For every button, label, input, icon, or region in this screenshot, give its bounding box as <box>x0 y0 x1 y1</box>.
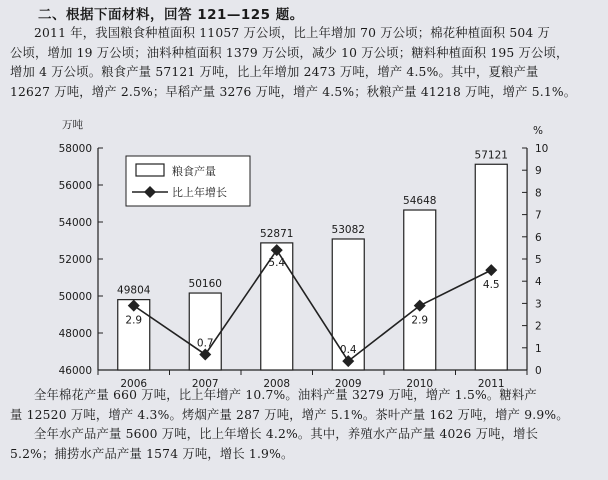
left-tick-label: 52000 <box>58 254 92 266</box>
bar-value-label: 52871 <box>260 227 294 240</box>
right-tick-label: 3 <box>535 298 542 311</box>
text-line: 增加 4 万公顷。粮食产量 57121 万吨，比上年增加 2473 万吨，增产 4.5%。其中，夏粮产量 <box>10 65 539 79</box>
paragraph-intro <box>10 24 602 102</box>
left-tick-label: 54000 <box>58 217 92 229</box>
x-tick-label: 2011 <box>477 378 505 390</box>
growth-value-label: 2.9 <box>125 314 143 327</box>
legend-bar-swatch <box>136 164 164 176</box>
left-tick-label: 58000 <box>58 143 92 155</box>
left-tick-label: 56000 <box>58 180 92 192</box>
x-tick-label: 2008 <box>263 378 291 390</box>
growth-line <box>134 250 492 361</box>
x-tick-label: 2006 <box>120 378 148 390</box>
x-tick-label: 2009 <box>334 378 362 390</box>
text-line: 量 12520 万吨，增产 4.3%。烤烟产量 287 万吨，增产 5.1%。茶叶产量 162 万吨，增产 9.9%。 <box>10 407 569 422</box>
left-tick-label: 48000 <box>58 328 92 340</box>
left-tick-label: 50000 <box>58 291 92 303</box>
right-tick-label: 0 <box>535 365 542 377</box>
growth-value-label: 0.7 <box>196 337 214 350</box>
bar-value-label: 57121 <box>474 149 508 162</box>
growth-value-label: 0.4 <box>339 344 357 357</box>
left-tick-label: 46000 <box>58 365 92 377</box>
grain-output-chart <box>0 112 608 390</box>
text-line: 5.2%；捕捞水产品产量 1574 万吨，增长 1.9%。 <box>10 446 294 461</box>
bar-value-label: 49804 <box>117 284 151 297</box>
growth-value-label: 5.4 <box>268 257 286 270</box>
right-tick-label: 7 <box>535 209 542 222</box>
text-line: 全年棉花产量 660 万吨，比上年增产 10.7%。油料产量 3279 万吨，增产 1.5%。糖料产 <box>34 388 537 402</box>
right-tick-label: 5 <box>535 254 542 266</box>
right-tick-label: 8 <box>535 187 542 200</box>
bar-value-label: 50160 <box>188 278 222 291</box>
right-tick-label: 9 <box>535 165 542 178</box>
legend-label-line: 比上年增长 <box>172 186 227 199</box>
x-tick-label: 2007 <box>191 378 219 390</box>
growth-value-label: 4.5 <box>482 279 500 292</box>
bar-grain-output <box>404 210 436 370</box>
text-line: 2011 年，我国粮食种植面积 11057 万公顷，比上年增加 70 万公顷；棉花种植面积 504 万 <box>34 26 551 40</box>
legend-label-bar: 粮食产量 <box>172 165 216 178</box>
text-line: 12627 万吨，增产 2.5%；早稻产量 3276 万吨，增产 4.5%；秋粮产量 41218 万吨，增产 5.1%。 <box>10 84 577 99</box>
section-heading: 二、根据下面材料，回答 121—125 题。 <box>38 7 304 23</box>
right-axis-unit: % <box>533 125 543 137</box>
text-line: 全年水产品产量 5600 万吨，比上年增长 4.2%。其中，养殖水产品产量 4026 万吨，增长 <box>34 427 539 441</box>
right-tick-label: 1 <box>535 342 542 355</box>
paragraph-crops <box>10 386 602 464</box>
right-tick-label: 4 <box>535 276 542 289</box>
left-axis-unit: 万吨 <box>62 119 83 131</box>
bar-value-label: 53082 <box>331 223 365 236</box>
growth-value-label: 2.9 <box>411 314 429 327</box>
x-tick-label: 2010 <box>406 378 434 390</box>
right-tick-label: 6 <box>535 231 542 244</box>
right-tick-label: 2 <box>535 320 542 333</box>
bar-value-label: 54648 <box>403 195 437 208</box>
right-tick-label: 10 <box>535 143 549 155</box>
text-line: 公顷，增加 19 万公顷；油料种植面积 1379 万公顷，减少 10 万公顷；糖料种植面积 195 万公顷， <box>10 45 569 60</box>
